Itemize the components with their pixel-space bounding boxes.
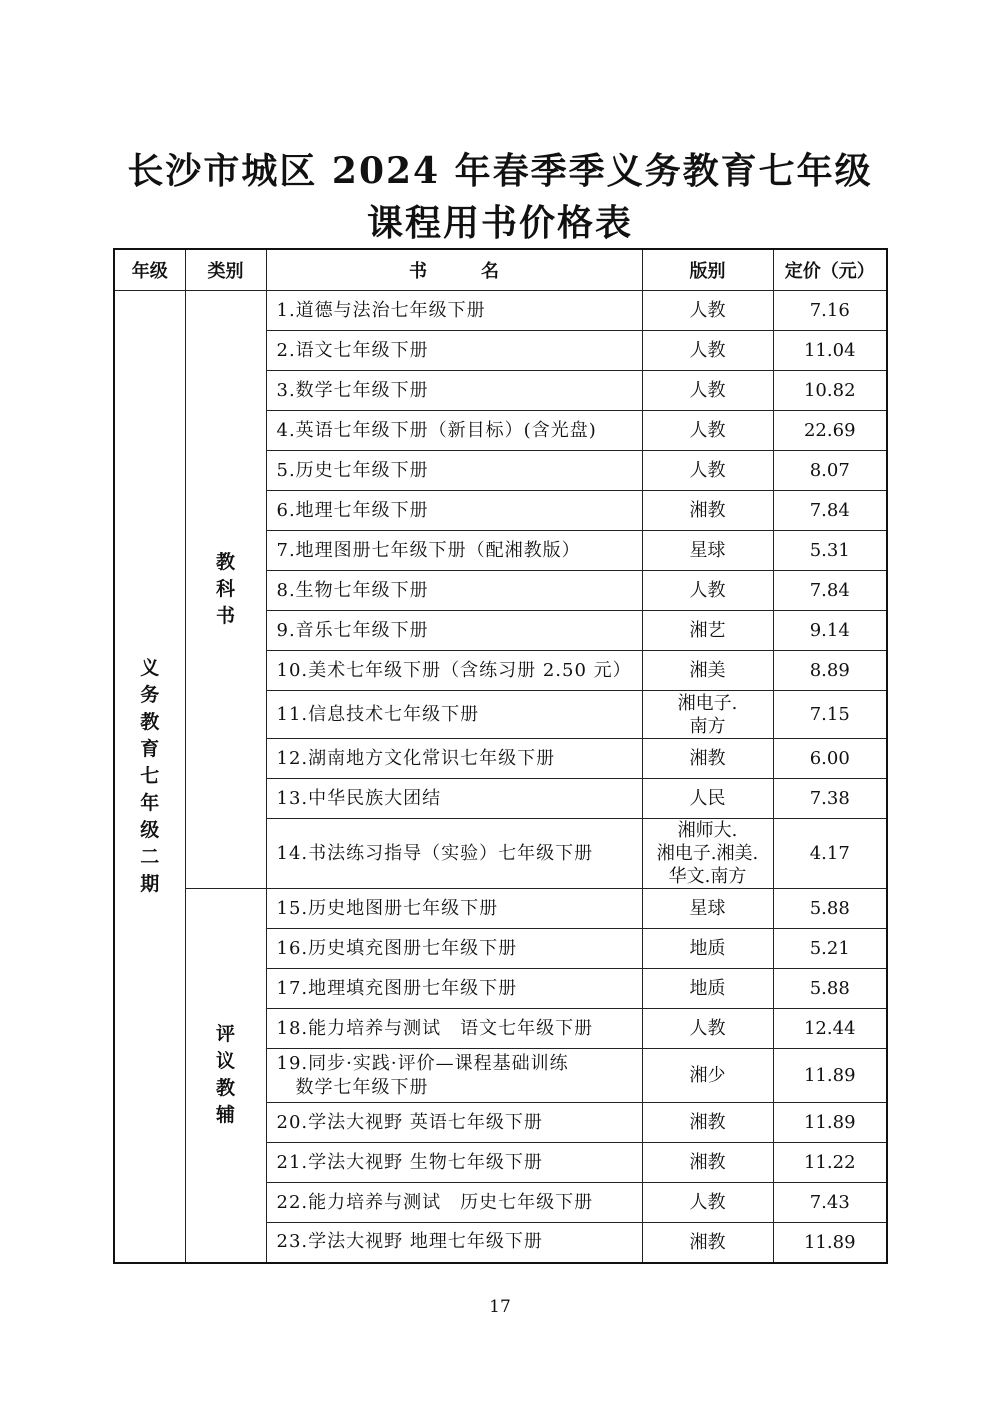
book-name-cell: 14.书法练习指导（实验）七年级下册 — [266, 819, 642, 889]
category-textbook-cell-char: 科 — [215, 578, 235, 600]
edition-cell: 湘教 — [642, 739, 773, 779]
book-name-cell: 16.历史填充图册七年级下册 — [266, 929, 642, 969]
edition-cell: 湘艺 — [642, 611, 773, 651]
price-cell: 7.38 — [773, 779, 887, 819]
book-name-cell: 7.地理图册七年级下册（配湘教版） — [266, 531, 642, 571]
grade-cell-char: 义 — [140, 656, 160, 679]
book-name-cell: 21.学法大视野 生物七年级下册 — [266, 1143, 642, 1183]
book-name-cell: 18.能力培养与测试 语文七年级下册 — [266, 1009, 642, 1049]
price-cell: 6.00 — [773, 739, 887, 779]
price-cell: 8.07 — [773, 451, 887, 491]
price-cell: 7.84 — [773, 571, 887, 611]
grade-cell — [114, 291, 185, 1263]
category-supplement-cell-char: 教 — [215, 1077, 235, 1100]
book-name-cell: 8.生物七年级下册 — [266, 571, 642, 611]
category-supplement-cell-char: 辅 — [215, 1104, 235, 1127]
edition-cell: 人民 — [642, 779, 773, 819]
edition-cell: 地质 — [642, 969, 773, 1009]
edition-cell: 星球 — [642, 531, 773, 571]
header-edition: 版别 — [642, 249, 773, 291]
book-name-cell: 23.学法大视野 地理七年级下册 — [266, 1223, 642, 1263]
edition-cell: 人教 — [642, 1183, 773, 1223]
edition-cell: 人教 — [642, 331, 773, 371]
book-name-cell: 3.数学七年级下册 — [266, 371, 642, 411]
edition-cell: 湘师大. 湘电子.湘美. 华文.南方 — [642, 819, 773, 889]
edition-cell: 人教 — [642, 371, 773, 411]
price-cell: 12.44 — [773, 1009, 887, 1049]
grade-cell-char: 级 — [140, 818, 160, 841]
grade-cell-char: 期 — [140, 872, 160, 895]
book-name-cell: 19.同步·实践·评价—课程基础训练 数学七年级下册 — [266, 1049, 642, 1103]
price-cell: 11.89 — [773, 1049, 887, 1103]
price-cell: 4.17 — [773, 819, 887, 889]
price-cell: 7.84 — [773, 491, 887, 531]
header-category: 类别 — [185, 249, 266, 291]
book-name-cell: 22.能力培养与测试 历史七年级下册 — [266, 1183, 642, 1223]
book-name-cell: 13.中华民族大团结 — [266, 779, 642, 819]
edition-cell: 湘教 — [642, 1103, 773, 1143]
price-cell: 5.21 — [773, 929, 887, 969]
price-cell: 11.22 — [773, 1143, 887, 1183]
category-textbook-cell-char: 教 — [215, 551, 235, 573]
grade-cell-char: 务 — [140, 683, 160, 706]
category-supplement-cell-char: 评 — [215, 1023, 235, 1046]
grade-cell-char: 教 — [140, 710, 160, 733]
grade-cell-char: 七 — [140, 764, 160, 787]
price-cell: 5.31 — [773, 531, 887, 571]
grade-cell-char: 二 — [140, 845, 160, 868]
title-line-2: 课程用书价格表 — [366, 202, 633, 244]
grade-cell-char: 年 — [140, 791, 160, 814]
edition-cell: 人教 — [642, 411, 773, 451]
edition-cell: 湘少 — [642, 1049, 773, 1103]
price-cell: 8.89 — [773, 651, 887, 691]
price-cell: 11.04 — [773, 331, 887, 371]
category-textbook-cell — [185, 291, 266, 889]
category-textbook-cell-char: 书 — [215, 605, 235, 627]
edition-cell: 星球 — [642, 889, 773, 929]
price-cell: 7.43 — [773, 1183, 887, 1223]
price-cell: 5.88 — [773, 889, 887, 929]
book-name-cell: 4.英语七年级下册（新目标）(含光盘) — [266, 411, 642, 451]
header-price: 定价（元） — [773, 249, 887, 291]
edition-cell: 人教 — [642, 451, 773, 491]
category-supplement-cell-char: 议 — [215, 1050, 235, 1073]
edition-cell: 人教 — [642, 291, 773, 331]
book-name-cell: 11.信息技术七年级下册 — [266, 691, 642, 739]
book-name-cell: 1.道德与法治七年级下册 — [266, 291, 642, 331]
edition-cell: 湘教 — [642, 491, 773, 531]
price-table — [113, 248, 888, 1264]
category-supplement-cell — [185, 889, 266, 1263]
book-name-cell: 5.历史七年级下册 — [266, 451, 642, 491]
price-cell: 7.16 — [773, 291, 887, 331]
table-row — [114, 889, 887, 929]
price-cell: 11.89 — [773, 1103, 887, 1143]
book-name-cell: 20.学法大视野 英语七年级下册 — [266, 1103, 642, 1143]
price-cell: 11.89 — [773, 1223, 887, 1263]
edition-cell: 地质 — [642, 929, 773, 969]
table-row — [114, 291, 887, 331]
book-name-cell: 2.语文七年级下册 — [266, 331, 642, 371]
edition-cell: 湘教 — [642, 1223, 773, 1263]
header-row — [114, 249, 887, 291]
price-cell: 7.15 — [773, 691, 887, 739]
price-cell: 22.69 — [773, 411, 887, 451]
edition-cell: 湘教 — [642, 1143, 773, 1183]
price-cell: 10.82 — [773, 371, 887, 411]
book-name-cell: 17.地理填充图册七年级下册 — [266, 969, 642, 1009]
grade-cell-char: 育 — [140, 737, 160, 760]
edition-cell: 湘美 — [642, 651, 773, 691]
title-line-1: 长沙市城区 2024 年春季季义务教育七年级 — [127, 150, 873, 192]
edition-cell: 人教 — [642, 1009, 773, 1049]
price-cell: 5.88 — [773, 969, 887, 1009]
page-number: 17 — [489, 1297, 511, 1317]
edition-cell: 人教 — [642, 571, 773, 611]
header-grade: 年级 — [114, 249, 185, 291]
book-name-cell: 9.音乐七年级下册 — [266, 611, 642, 651]
book-name-cell: 12.湖南地方文化常识七年级下册 — [266, 739, 642, 779]
edition-cell: 湘电子. 南方 — [642, 691, 773, 739]
book-name-cell: 15.历史地图册七年级下册 — [266, 889, 642, 929]
book-name-cell: 10.美术七年级下册（含练习册 2.50 元） — [266, 651, 642, 691]
book-name-cell: 6.地理七年级下册 — [266, 491, 642, 531]
price-cell: 9.14 — [773, 611, 887, 651]
header-name: 书 名 — [266, 249, 642, 291]
